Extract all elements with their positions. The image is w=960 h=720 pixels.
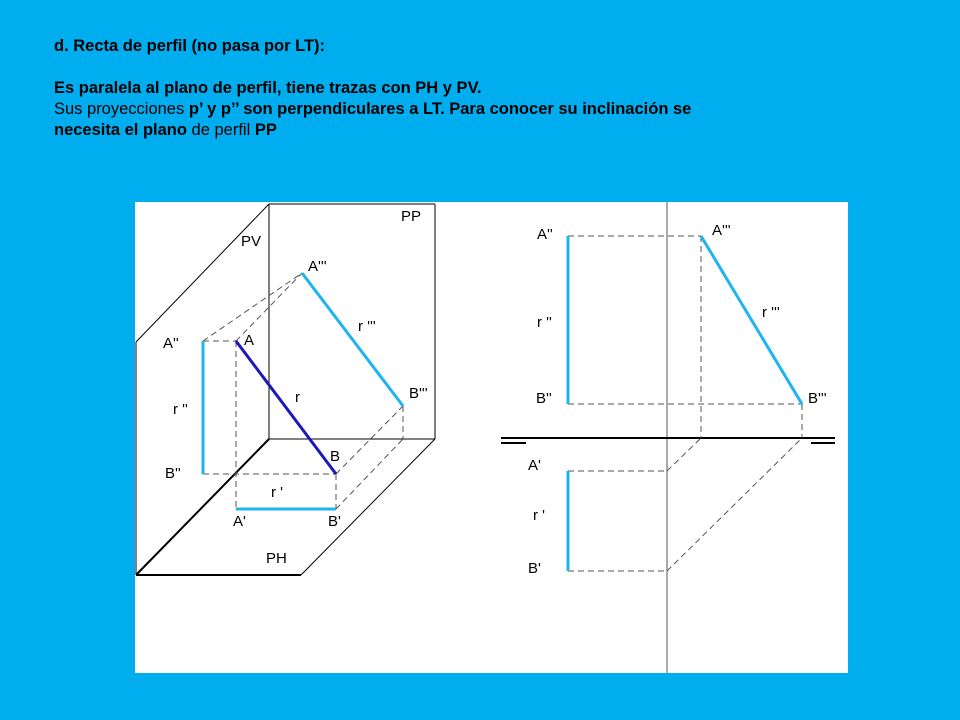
label-a: A [244,332,255,349]
dihedral-label-a2: A'' [537,226,553,243]
heading: d. Recta de perfil (no pasa por LT): [54,37,326,55]
figure-panel [135,202,848,673]
dihedral-view [501,202,835,673]
label-b2: B'' [165,465,181,482]
dihedral-label-r3: r ''' [762,304,780,321]
dihedral-label-b1: B' [528,560,541,577]
dihedral-labels [528,222,827,577]
label-a1: A' [233,513,246,530]
label-pv: PV [241,233,262,250]
label-ph: PH [266,550,287,567]
dihedral-label-b3: B''' [808,390,827,407]
label-r: r [295,389,300,406]
dihedral-r3-segment [701,236,802,404]
construction-lines [203,273,403,509]
label-b1: B' [328,513,341,530]
pv-plane-edge [136,204,269,342]
perspective-view [136,204,435,575]
line2-part-1: p’ y p’’ son perpendiculares a LT. Para conocer su inclinación se [188,100,692,118]
dihedral-label-r2: r '' [537,314,552,331]
text-block [54,36,934,141]
dihedral-label-b2: B'' [536,390,552,407]
dihedral-label-a3: A''' [712,222,731,239]
label-r3: r ''' [358,318,376,335]
label-r1: r ' [271,484,284,501]
r-line [236,341,336,474]
line3-part-2: PP [254,121,277,139]
description-line-3 [54,120,934,141]
label-a2: A'' [163,335,179,352]
r3-segment [302,273,403,406]
line3-part-1: de perfil [186,121,255,139]
label-a3: A''' [308,258,327,275]
label-pp: PP [401,208,422,225]
line3-part-0: necesita el plano [54,121,187,139]
label-b: B [330,448,341,465]
line2-part-0: Sus proyecciones [54,100,189,118]
dihedral-label-a1: A' [528,457,541,474]
description-line-2 [54,99,934,120]
dihedral-construction-lines [568,236,802,571]
label-r2: r '' [173,401,188,418]
pp-bottom-edge [301,439,435,575]
label-b3: B''' [409,385,428,402]
figure-svg [135,202,848,673]
description-line-1: Es paralela al plano de perfil, tiene trazas con PH y PV. [54,79,482,97]
dihedral-label-r1: r ' [533,507,546,524]
